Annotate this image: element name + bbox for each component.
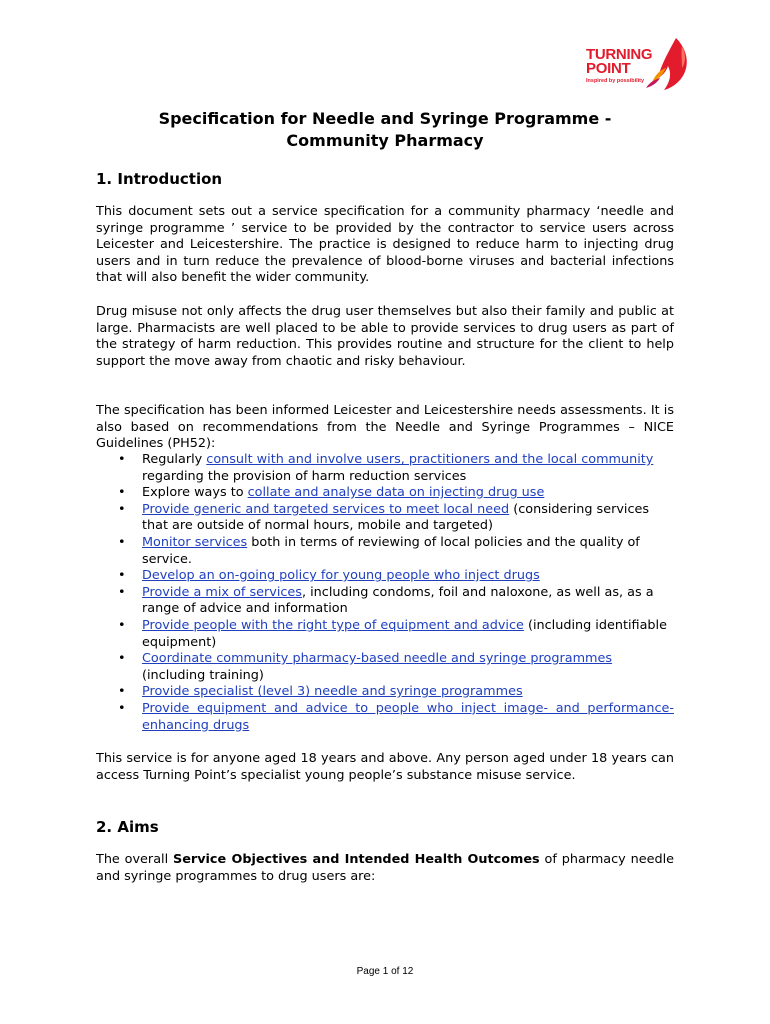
- intro-paragraph-3: The specification has been informed Leicester and Leicestershire needs assessments. It is also based on recommendations from the Needle and Syringe Programmes – NICE Guidelines (PH52):: [96, 403, 674, 452]
- link-image-performance-drugs[interactable]: Provide equipment and advice to people who inject image- and performance-enhancing drugs: [142, 700, 674, 733]
- link-collate-data[interactable]: collate and analyse data on injecting drug use: [247, 485, 545, 501]
- bullet-icon: •: [118, 501, 126, 517]
- link-mix-of-services[interactable]: Provide a mix of services: [142, 584, 302, 600]
- recommendations-list: [96, 452, 674, 734]
- link-specialist-level-3[interactable]: Provide specialist (level 3) needle and syringe programmes: [142, 684, 523, 700]
- bullet-icon: •: [118, 485, 126, 501]
- list-item: [96, 684, 674, 701]
- intro-paragraph-4: This service is for anyone aged 18 years and above. Any person aged under 18 years can access Turning Point’s specialist young people’s substance misuse service.: [96, 751, 674, 783]
- list-item: • Regularly consult with and involve users, practitioners and the local community regarding the provision of harm reduction services: [118, 452, 654, 484]
- link-monitor-services[interactable]: Monitor services: [142, 534, 248, 550]
- title-line2: Community Pharmacy: [286, 131, 484, 150]
- bullet-icon: •: [118, 568, 126, 584]
- section-heading-introduction: 1. Introduction: [96, 170, 223, 188]
- bullet-icon: •: [118, 452, 126, 467]
- logo-wordmark: [586, 48, 652, 76]
- logo-line2: POINT: [586, 60, 631, 77]
- intro-paragraph-2: Drug misuse not only affects the drug user themselves but also their family and public at large. Pharmacists are well placed to be able to provide services to drug users as part of the strategy of harm reduction. This provides routine and structure for the client to help support the move away from chaotic and risky behaviour.: [96, 304, 674, 369]
- link-right-equipment[interactable]: Provide people with the right type of equipment and advice: [142, 617, 524, 633]
- turning-point-logo: [586, 38, 696, 90]
- document-title: [96, 108, 674, 152]
- logo-line1: TURNING: [586, 46, 653, 63]
- list-item: • Provide a mix of services, including condoms, foil and naloxone, as well as, as a range of advice and information: [118, 584, 654, 617]
- aims-bold-phrase: Service Objectives and Intended Health Outcomes: [173, 852, 540, 867]
- intro-paragraph-1: This document sets out a service specification for a community pharmacy ‘needle and syringe programme ’ service to be provided by the contractor to service users across Leicester and Leicestershire. The practice is designed to reduce harm to injecting drug users and in turn reduce the prevalence of blood-borne viruses and bacterial infections that will also benefit the wider community.: [96, 204, 674, 286]
- list-item: [96, 568, 674, 585]
- link-consult-users[interactable]: consult with and involve users, practitioners and the local community: [206, 452, 654, 467]
- bullet-icon: •: [118, 684, 126, 700]
- link-young-people-policy[interactable]: Develop an on-going policy for young people who inject drugs: [142, 568, 540, 584]
- bullet-icon: •: [118, 534, 126, 550]
- link-generic-targeted-services[interactable]: Provide generic and targeted services to meet local need: [142, 501, 510, 517]
- list-item: • Provide generic and targeted services to meet local need (considering services that are outside of normal hours, mobile and targeted): [118, 501, 650, 534]
- link-coordinate-programmes[interactable]: Coordinate community pharmacy-based needle and syringe programmes: [142, 651, 613, 667]
- flame-icon: [646, 38, 692, 92]
- list-item: [96, 701, 674, 734]
- logo-tagline: Inspired by possibility: [586, 78, 645, 84]
- list-item: • Monitor services both in terms of reviewing of local policies and the quality of service.: [118, 534, 640, 567]
- bullet-icon: •: [118, 584, 126, 600]
- title-line1: Specification for Needle and Syringe Programme -: [158, 109, 612, 128]
- bullet-icon: •: [118, 651, 126, 667]
- list-item: • Coordinate community pharmacy-based needle and syringe programmes (including training): [118, 651, 613, 683]
- list-item: • Explore ways to collate and analyse data on injecting drug use: [118, 485, 545, 501]
- aims-paragraph: The overall Service Objectives and Intended Health Outcomes of pharmacy needle and syringe programmes to drug users are:: [96, 852, 674, 884]
- section-heading-aims: 2. Aims: [96, 818, 159, 836]
- bullet-icon: •: [118, 617, 126, 633]
- bullet-icon: •: [118, 700, 126, 716]
- list-item: • Provide people with the right type of equipment and advice (including identifiable equipment): [118, 617, 667, 650]
- page-number: Page 1 of 12: [356, 966, 414, 977]
